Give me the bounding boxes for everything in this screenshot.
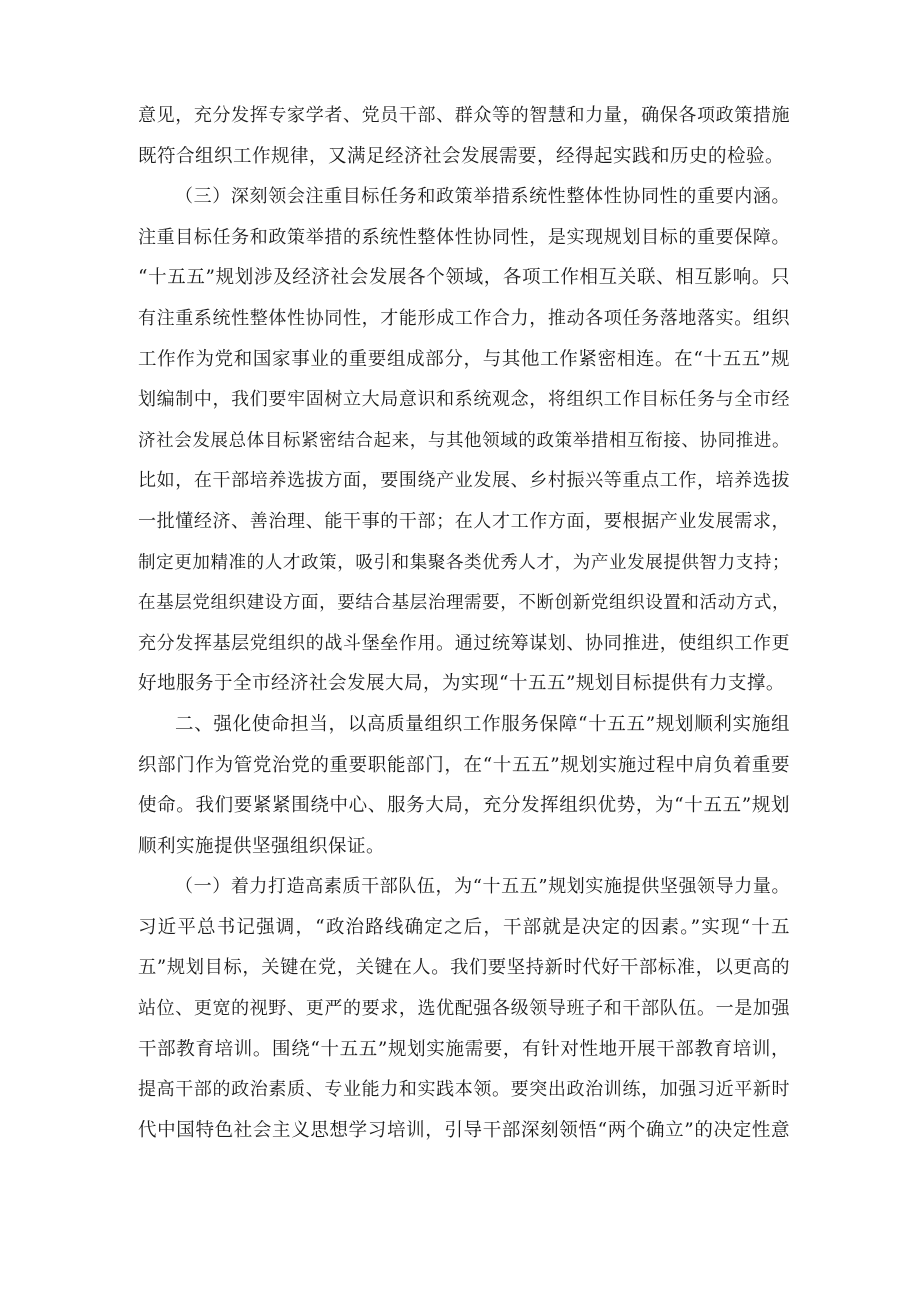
text-line: 工作作为党和国家事业的重要组成部分，与其他工作紧密相连。在“十五五”规 (138, 348, 790, 370)
text-line: 一批懂经济、善治理、能干事的干部；在人才工作方面，要根据产业发展需求， (138, 510, 790, 532)
text-line: 使命。我们要紧紧围绕中心、服务大局，充分发挥组织优势，为“十五五”规划 (138, 795, 790, 817)
text-line: 干部教育培训。围绕“十五五”规划实施需要，有针对性地开展干部教育培训， (138, 1038, 790, 1060)
text-line: 在基层党组织建设方面，要结合基层治理需要，不断创新党组织设置和活动方式， (138, 593, 790, 614)
section-heading: （三）深刻领会注重目标任务和政策举措系统性整体性协同性的重要内涵。 (175, 186, 790, 208)
text-line: 注重目标任务和政策举措的系统性整体性协同性，是实现规划目标的重要保障。 (138, 226, 790, 248)
text-line: 济社会发展总体目标紧密结合起来，与其他领域的政策举措相互衔接、协同推进。 (138, 430, 790, 451)
document-body (138, 96, 790, 1151)
text-line: 好地服务于全市经济社会发展大局，为实现“十五五”规划目标提供有力支撑。 (138, 673, 785, 695)
text-line: 习近平总书记强调，“政治路线确定之后，干部就是决定的因素。”实现“十五 (138, 916, 790, 938)
text-line: 制定更加精准的人才政策，吸引和集聚各类优秀人才，为产业发展提供智力支持； (138, 552, 790, 573)
text-line: 五”规划目标，关键在党，关键在人。我们要坚持新时代好干部标准，以更高的 (138, 957, 790, 979)
text-line: 顺利实施提供坚强组织保证。 (138, 835, 386, 857)
section-heading: （一）着力打造高素质干部队伍，为“十五五”规划实施提供坚强领导力量。 (175, 876, 790, 898)
text-line: 代中国特色社会主义思想学习培训，引导干部深刻领悟“两个确立”的决定性意 (138, 1119, 790, 1141)
text-line: 意见，充分发挥专家学者、党员干部、群众等的智慧和力量，确保各项政策措施 (138, 105, 790, 126)
text-line: 有注重系统性整体性协同性，才能形成工作合力，推动各项任务落地落实。组织 (138, 307, 790, 329)
text-line: 划编制中，我们要牢固树立大局意识和系统观念，将组织工作目标任务与全市经 (138, 389, 790, 411)
text-line: 既符合组织工作规律，又满足经济社会发展需要，经得起实践和历史的检验。 (138, 145, 785, 167)
section-heading: 二、强化使命担当，以高质量组织工作服务保障“十五五”规划顺利实施组 (175, 713, 790, 735)
text-line: 织部门作为管党治党的重要职能部门，在“十五五”规划实施过程中肩负着重要 (138, 754, 790, 776)
text-line: 比如，在干部培养选拔方面，要围绕产业发展、乡村振兴等重点工作，培养选拔 (138, 470, 790, 492)
text-line: “十五五”规划涉及经济社会发展各个领域，各项工作相互关联、相互影响。只 (138, 267, 790, 289)
text-line: 站位、更宽的视野、更严的要求，选优配强各级领导班子和干部队伍。一是加强 (138, 998, 790, 1020)
text-line: 充分发挥基层党组织的战斗堡垒作用。通过统筹谋划、协同推进，使组织工作更 (138, 632, 790, 654)
text-line: 提高干部的政治素质、专业能力和实践本领。要突出政治训练，加强习近平新时 (138, 1079, 790, 1101)
